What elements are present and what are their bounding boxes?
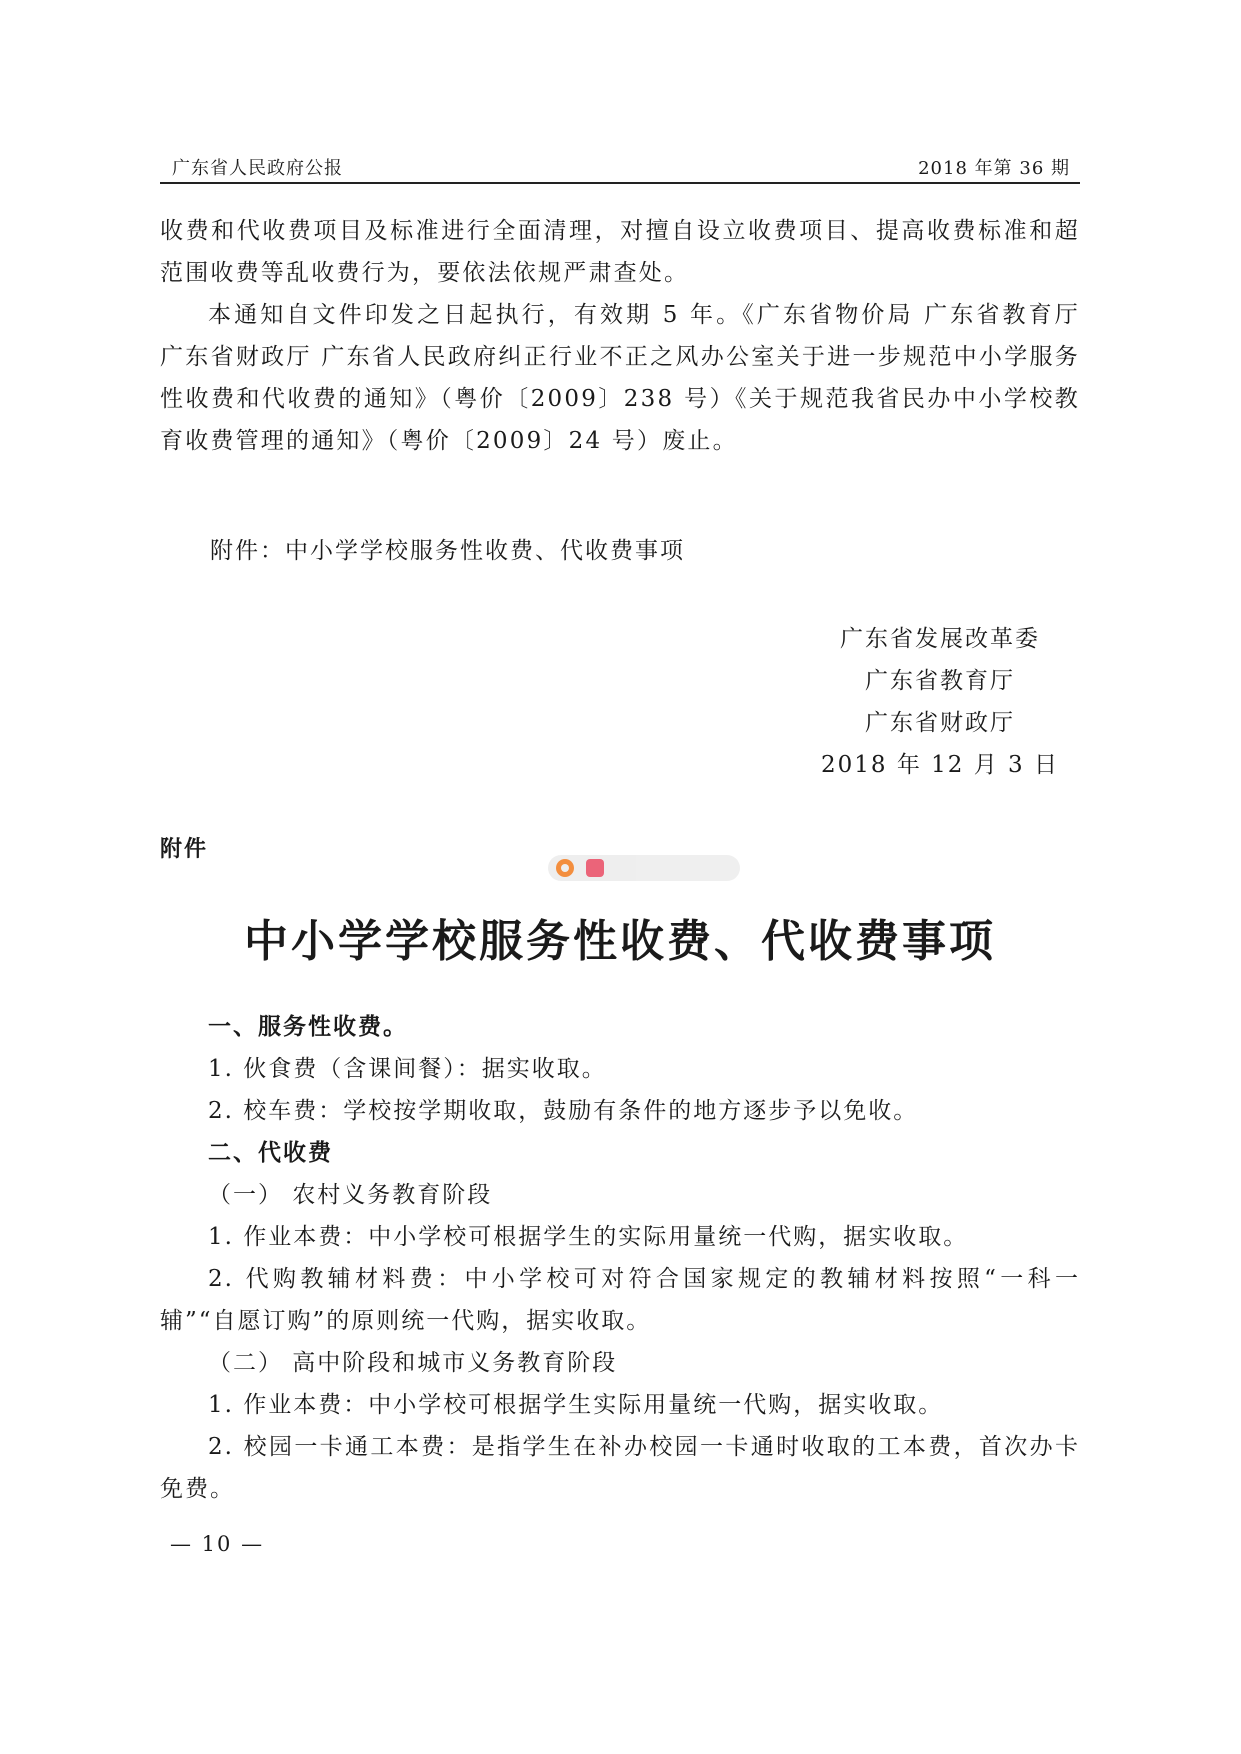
- signer-org-2: 广东省教育厅: [865, 668, 1015, 694]
- signer-org-3: 广东省财政厅: [865, 710, 1015, 736]
- eye-logo-icon: [586, 859, 604, 877]
- attachment-content: [160, 1006, 1080, 1510]
- signature-block: [820, 618, 1060, 786]
- section-1-item-1: 1. 伙食费（含课间餐）：据实收取。: [208, 1056, 607, 1082]
- body-text: [160, 210, 1080, 462]
- attachment-reference: 附件：中小学学校服务性收费、代收费事项: [210, 538, 685, 564]
- page-number: — 10 —: [170, 1532, 265, 1556]
- section-2-sub1-item-2: 2. 代购教辅材料费：中小学校可对符合国家规定的教辅材料按照“一科一辅”“自愿订购”的原则统一代购，据实收取。: [160, 1266, 1080, 1334]
- paragraph-2: 本通知自文件印发之日起执行，有效期 5 年。《广东省物价局 广东省教育厅 广东省财政厅 广东省人民政府纠正行业不正之风办公室关于进一步规范中小学服务性收费和代收费的通知》（粤价〔2009〕238 号）《关于规范我省民办中小学校教育收费管理的通知》（粤价〔2009〕24 号）废止。: [160, 302, 1080, 454]
- attachment-title: 中小学学校服务性收费、代收费事项: [244, 916, 996, 967]
- watermark-logo: [548, 855, 740, 881]
- attachment-label: 附件: [160, 837, 209, 862]
- swirl-logo-icon: [556, 859, 574, 877]
- section-2-sub2-item-2: 2. 校园一卡通工本费：是指学生在补办校园一卡通时收取的工本费，首次办卡免费。: [160, 1434, 1080, 1502]
- issue-number: 2018 年第 36 期: [918, 158, 1070, 179]
- publication-name: 广东省人民政府公报: [172, 158, 343, 179]
- sign-date: 2018 年 12 月 3 日: [821, 752, 1059, 778]
- page-header: [160, 150, 1080, 184]
- section-1-heading: 一、服务性收费。: [208, 1014, 408, 1040]
- section-2-sub1-item-1: 1. 作业本费：中小学校可根据学生的实际用量统一代购，据实收取。: [208, 1224, 969, 1250]
- section-2-subheading-2: （二） 高中阶段和城市义务教育阶段: [208, 1350, 618, 1376]
- section-1-item-2: 2. 校车费：学校按学期收取，鼓励有条件的地方逐步予以免收。: [208, 1098, 919, 1124]
- section-2-heading: 二、代收费: [208, 1140, 333, 1166]
- section-2-sub2-item-1: 1. 作业本费：中小学校可根据学生实际用量统一代购，据实收取。: [208, 1392, 944, 1418]
- section-2-subheading-1: （一） 农村义务教育阶段: [208, 1182, 493, 1208]
- paragraph-1: 收费和代收费项目及标准进行全面清理，对擅自设立收费项目、提高收费标准和超范围收费等乱收费行为，要依法依规严肃查处。: [160, 218, 1080, 286]
- signer-org-1: 广东省发展改革委: [840, 626, 1040, 652]
